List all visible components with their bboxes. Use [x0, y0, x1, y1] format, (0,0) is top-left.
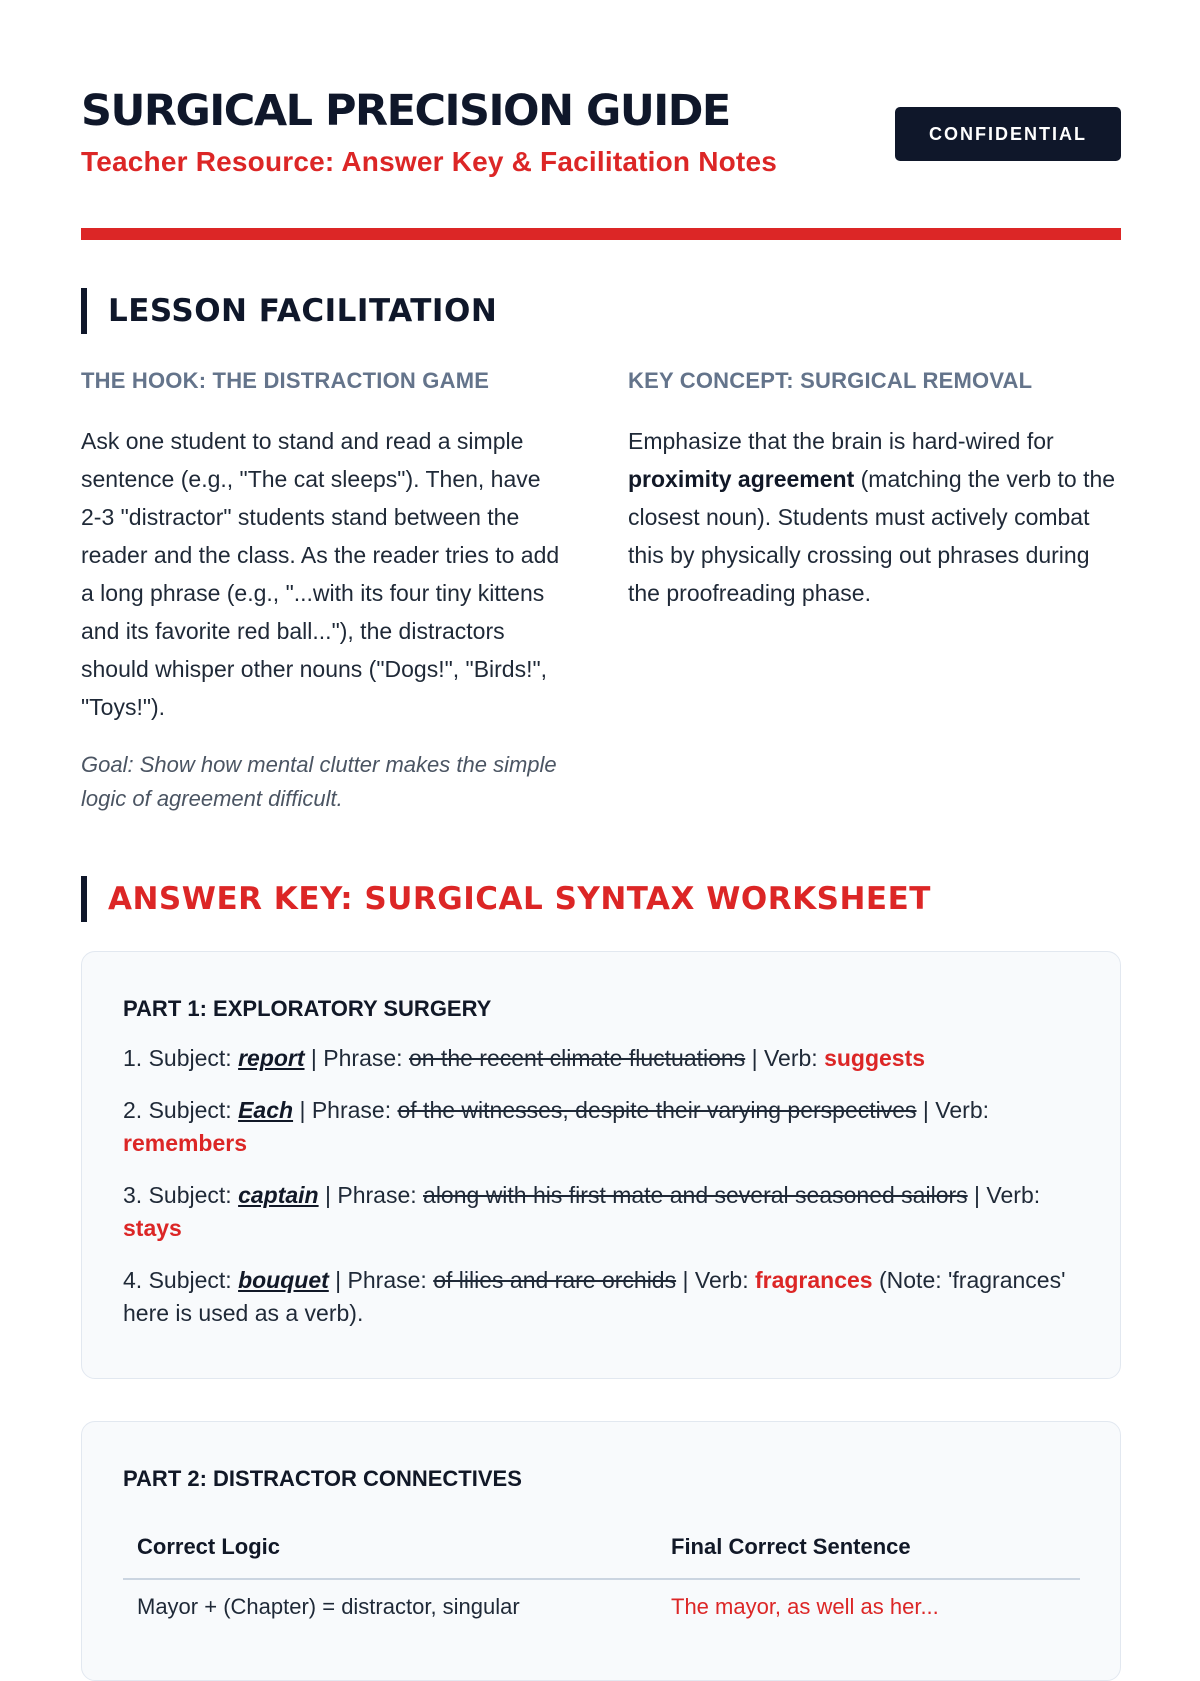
- subject-label: Subject:: [148, 1097, 232, 1123]
- answer-subject: bouquet: [238, 1267, 329, 1293]
- section-accent-bar: [81, 288, 87, 334]
- cell-sentence: The mayor, as well as her...: [671, 1594, 939, 1619]
- verb-label: Verb:: [986, 1182, 1041, 1208]
- phrase-label: Phrase:: [337, 1182, 417, 1208]
- part1-answer-list: [123, 1042, 1080, 1330]
- column-header-sentence: Final Correct Sentence: [671, 1534, 911, 1559]
- answer-verb: suggests: [824, 1045, 926, 1071]
- answer-number: 4.: [123, 1267, 143, 1293]
- table-row: [123, 1594, 1080, 1620]
- part2-table-body: [123, 1594, 1080, 1620]
- page-subtitle: Teacher Resource: Answer Key & Facilitation Notes: [81, 146, 778, 177]
- part1-card: [81, 951, 1121, 1379]
- confidential-badge: CONFIDENTIAL: [895, 107, 1121, 161]
- concept-column: [628, 368, 1121, 612]
- answer-number: 3.: [123, 1182, 143, 1208]
- verb-label: Verb:: [694, 1267, 749, 1293]
- subject-label: Subject:: [148, 1182, 232, 1208]
- part1-title: PART 1: EXPLORATORY SURGERY: [123, 996, 492, 1021]
- column-header-logic: Correct Logic: [137, 1534, 281, 1559]
- concept-bold-term: proximity agreement: [628, 466, 855, 492]
- answer-struck-phrase: along with his first mate and several seasoned sailors: [423, 1182, 968, 1208]
- subject-label: Subject:: [148, 1045, 232, 1071]
- concept-heading: KEY CONCEPT: SURGICAL REMOVAL: [628, 368, 1033, 393]
- section-accent-bar: [81, 876, 87, 922]
- subject-label: Subject:: [148, 1267, 232, 1293]
- answer-verb: remembers: [123, 1130, 248, 1156]
- hook-heading: THE HOOK: THE DISTRACTION GAME: [81, 368, 490, 393]
- answer-struck-phrase: of lilies and rare orchids: [433, 1267, 677, 1293]
- answer-number: 2.: [123, 1097, 143, 1123]
- answer-item: 3. Subject: captain | Phrase: along with his first mate and several seasoned sailors | Verb: stays: [123, 1182, 1041, 1241]
- part2-card: [81, 1421, 1121, 1681]
- answer-key-heading: ANSWER KEY: SURGICAL SYNTAX WORKSHEET: [108, 881, 931, 917]
- concept-body: Emphasize that the brain is hard-wired for proximity agreement (matching the verb to the closest noun). Students must actively combat this by physically crossing out phrases during the proofreading phase.: [628, 428, 1116, 606]
- answer-number: 1.: [123, 1045, 143, 1071]
- answer-item: 4. Subject: bouquet | Phrase: of lilies and rare orchids | Verb: fragrances (Note: 'fragrances' here is used as a verb).: [123, 1267, 1066, 1326]
- answer-struck-phrase: on the recent climate fluctuations: [408, 1045, 746, 1071]
- phrase-label: Phrase:: [347, 1267, 427, 1293]
- part2-title: PART 2: DISTRACTOR CONNECTIVES: [123, 1466, 522, 1491]
- hook-column: [81, 368, 561, 816]
- header-divider: [81, 228, 1121, 240]
- answer-verb: stays: [123, 1215, 182, 1241]
- page-title: SURGICAL PRECISION GUIDE: [81, 86, 730, 136]
- verb-label: Verb:: [763, 1045, 818, 1071]
- facilitation-section-header: [81, 288, 497, 334]
- hook-goal: Goal: Show how mental clutter makes the simple logic of agreement difficult.: [81, 752, 557, 811]
- answer-subject: captain: [238, 1182, 319, 1208]
- answer-key-section-header: [81, 876, 931, 922]
- facilitation-heading: LESSON FACILITATION: [108, 293, 498, 329]
- header: [81, 84, 1121, 184]
- answer-struck-phrase: of the witnesses, despite their varying perspectives: [397, 1097, 917, 1123]
- cell-logic: Mayor + (Chapter) = distractor, singular: [137, 1594, 520, 1619]
- answer-item: 2. Subject: Each | Phrase: of the witnesses, despite their varying perspectives | Verb: remembers: [123, 1097, 990, 1156]
- answer-item: 1. Subject: report | Phrase: on the recent climate fluctuations | Verb: suggests: [123, 1045, 926, 1071]
- answer-subject: report: [238, 1045, 305, 1071]
- phrase-label: Phrase:: [311, 1097, 392, 1123]
- answer-note: (Note: 'fragrances' here is used as a verb).: [123, 1267, 1066, 1326]
- answer-verb: fragrances: [754, 1267, 873, 1293]
- answer-subject: Each: [238, 1097, 294, 1123]
- table-divider: [123, 1578, 1080, 1580]
- verb-label: Verb:: [935, 1097, 990, 1123]
- part2-table-header: [123, 1534, 1080, 1560]
- hook-body: Ask one student to stand and read a simple sentence (e.g., "The cat sleeps"). Then, have 2-3 "distractor" students stand between the reader and the class. As the reader tries to add a long phrase (e.g., "...with its four tiny kittens and its favorite red ball..."), the distractors should whisper other nouns ("Dogs!", "Birds!", "Toys!").: [81, 428, 560, 720]
- phrase-label: Phrase:: [323, 1045, 403, 1071]
